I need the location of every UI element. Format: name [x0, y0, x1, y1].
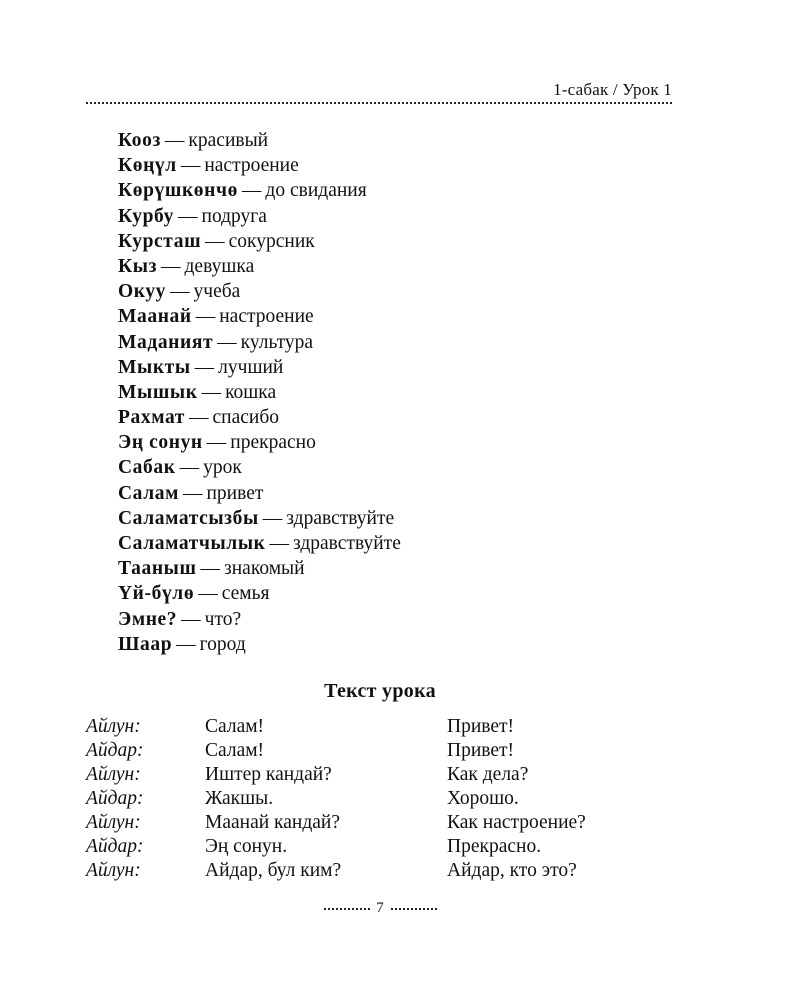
vocab-dash: —: [181, 608, 201, 630]
dialogue-speaker: Айлун:: [86, 860, 141, 881]
vocab-item: [118, 556, 678, 581]
vocab-dash: —: [164, 130, 185, 151]
vocab-translation: сокурсник: [228, 230, 315, 252]
dialogue-table: [86, 715, 686, 883]
vocab-translation: привет: [206, 482, 264, 504]
vocab-item: [118, 632, 678, 657]
dialogue-speaker: Айлун:: [86, 764, 141, 785]
vocab-item: [118, 481, 678, 506]
vocab-dash: —: [176, 633, 196, 655]
vocab-dash: —: [201, 381, 222, 403]
vocab-item: [118, 128, 678, 153]
vocab-item: [118, 279, 678, 304]
vocab-item: [118, 254, 678, 279]
vocab-item: [118, 430, 678, 455]
dialogue-speaker: Айлун:: [86, 716, 141, 737]
vocab-translation: что?: [204, 608, 242, 630]
vocab-translation: настроение: [204, 155, 299, 177]
vocab-translation: прекрасно: [230, 432, 316, 454]
vocab-term: Мышык: [118, 381, 198, 403]
vocab-translation: настроение: [219, 306, 314, 328]
header-dotted-rule: [86, 102, 672, 104]
vocab-term: Кооз: [118, 130, 161, 151]
vocab-item: [118, 405, 678, 430]
vocab-translation: до свидания: [265, 180, 367, 202]
vocab-translation: красивый: [188, 130, 269, 151]
vocab-translation: здравствуйте: [293, 533, 401, 554]
dialogue-row: [86, 811, 686, 835]
vocab-translation: семья: [221, 583, 270, 605]
dialogue-russian-line: Айдар, кто это?: [447, 860, 577, 881]
vocab-dash: —: [198, 583, 218, 605]
footer-dots-right: [391, 908, 437, 910]
vocab-item: [118, 229, 678, 254]
vocab-translation: учеба: [193, 281, 241, 303]
vocab-translation: девушка: [184, 255, 255, 277]
vocab-term: Көрүшкөнчө: [118, 180, 238, 202]
dialogue-speaker: Айдар:: [86, 836, 144, 857]
vocab-translation: лучший: [218, 356, 284, 378]
vocab-item: [118, 304, 678, 329]
vocab-translation: знакомый: [224, 558, 305, 580]
vocab-term: Сабак: [118, 457, 176, 479]
vocab-term: Маанай: [118, 306, 192, 328]
vocab-dash: —: [205, 230, 225, 252]
dialogue-speaker: Айлун:: [86, 812, 141, 833]
vocab-dash: —: [170, 281, 190, 303]
dialogue-russian-line: Привет!: [447, 716, 515, 737]
vocab-term: Көңүл: [118, 155, 177, 177]
vocab-translation: подруга: [201, 205, 267, 227]
vocab-term: Маданият: [118, 331, 214, 353]
vocab-item: [118, 355, 678, 380]
vocab-item: [118, 506, 678, 531]
vocabulary-list: [118, 128, 678, 657]
vocab-dash: —: [269, 533, 289, 554]
vocab-item: [118, 380, 678, 405]
vocab-item: [118, 455, 678, 480]
vocab-term: Саламатчылык: [118, 533, 266, 554]
dialogue-kyrgyz-line: Салам!: [205, 716, 265, 737]
vocab-dash: —: [179, 457, 200, 479]
vocab-dash: —: [200, 558, 221, 580]
page-header: [86, 80, 672, 104]
dialogue-russian-line: Как настроение?: [447, 812, 586, 833]
footer-dots-left: [324, 908, 370, 910]
vocab-dash: —: [195, 306, 216, 328]
vocab-item: [118, 581, 678, 606]
vocab-term: Тааныш: [118, 558, 197, 580]
vocab-term: Саламатсызбы: [118, 507, 259, 529]
header-title: 1-сабак / Урок 1: [553, 80, 672, 99]
dialogue-kyrgyz-line: Иштер кандай?: [205, 764, 332, 785]
vocab-dash: —: [182, 482, 203, 504]
dialogue-row: [86, 739, 686, 763]
vocab-term: Үй-бүлө: [118, 583, 195, 605]
vocab-term: Шаар: [118, 633, 173, 655]
vocab-dash: —: [194, 356, 215, 378]
dialogue-kyrgyz-line: Маанай кандай?: [205, 812, 340, 833]
vocab-translation: урок: [203, 457, 242, 479]
vocab-item: [118, 153, 678, 178]
dialogue-kyrgyz-line: Жакшы.: [205, 788, 274, 809]
vocab-dash: —: [180, 155, 201, 177]
dialogue-russian-line: Привет!: [447, 740, 515, 761]
dialogue-russian-line: Прекрасно.: [447, 836, 542, 857]
dialogue-row: [86, 835, 686, 859]
vocab-dash: —: [262, 507, 283, 529]
vocab-item: [118, 531, 678, 556]
dialogue-russian-line: Хорошо.: [447, 788, 519, 809]
page-number: 7: [376, 900, 384, 916]
dialogue-row: [86, 859, 686, 883]
dialogue-russian-line: Как дела?: [447, 764, 529, 785]
vocab-term: Курсташ: [118, 230, 202, 252]
vocab-term: Окуу: [118, 281, 167, 303]
vocab-dash: —: [206, 432, 227, 454]
vocab-translation: здравствуйте: [286, 507, 395, 529]
dialogue-kyrgyz-line: Эң сонун.: [205, 836, 288, 857]
vocab-item: [118, 330, 678, 355]
dialogue-row: [86, 787, 686, 811]
dialogue-kyrgyz-line: Айдар, бул ким?: [205, 860, 342, 881]
dialogue-row: [86, 763, 686, 787]
vocab-term: Эң сонун: [118, 432, 203, 454]
vocab-term: Рахмат: [118, 407, 185, 429]
vocab-term: Эмне?: [118, 608, 178, 630]
dialogue-row: [86, 715, 686, 739]
dialogue-speaker: Айдар:: [86, 788, 144, 809]
vocab-dash: —: [217, 331, 237, 353]
vocab-term: Мыкты: [118, 356, 191, 378]
vocab-dash: —: [189, 407, 209, 429]
vocab-translation: культура: [240, 331, 314, 353]
vocab-item: [118, 204, 678, 229]
vocab-translation: спасибо: [212, 407, 280, 429]
vocab-translation: кошка: [225, 381, 277, 403]
vocab-dash: —: [178, 205, 198, 227]
vocab-term: Курбу: [118, 205, 175, 227]
vocab-dash: —: [241, 180, 262, 202]
vocab-term: Кыз: [118, 255, 158, 277]
dialogue-speaker: Айдар:: [86, 740, 144, 761]
dialogue-kyrgyz-line: Салам!: [205, 740, 265, 761]
lesson-text-title: Текст урока: [324, 680, 436, 702]
vocab-dash: —: [161, 255, 181, 277]
vocab-item: [118, 607, 678, 632]
vocab-item: [118, 178, 678, 203]
vocab-term: Салам: [118, 482, 179, 504]
page-footer: [0, 900, 760, 917]
vocab-translation: город: [199, 633, 246, 655]
